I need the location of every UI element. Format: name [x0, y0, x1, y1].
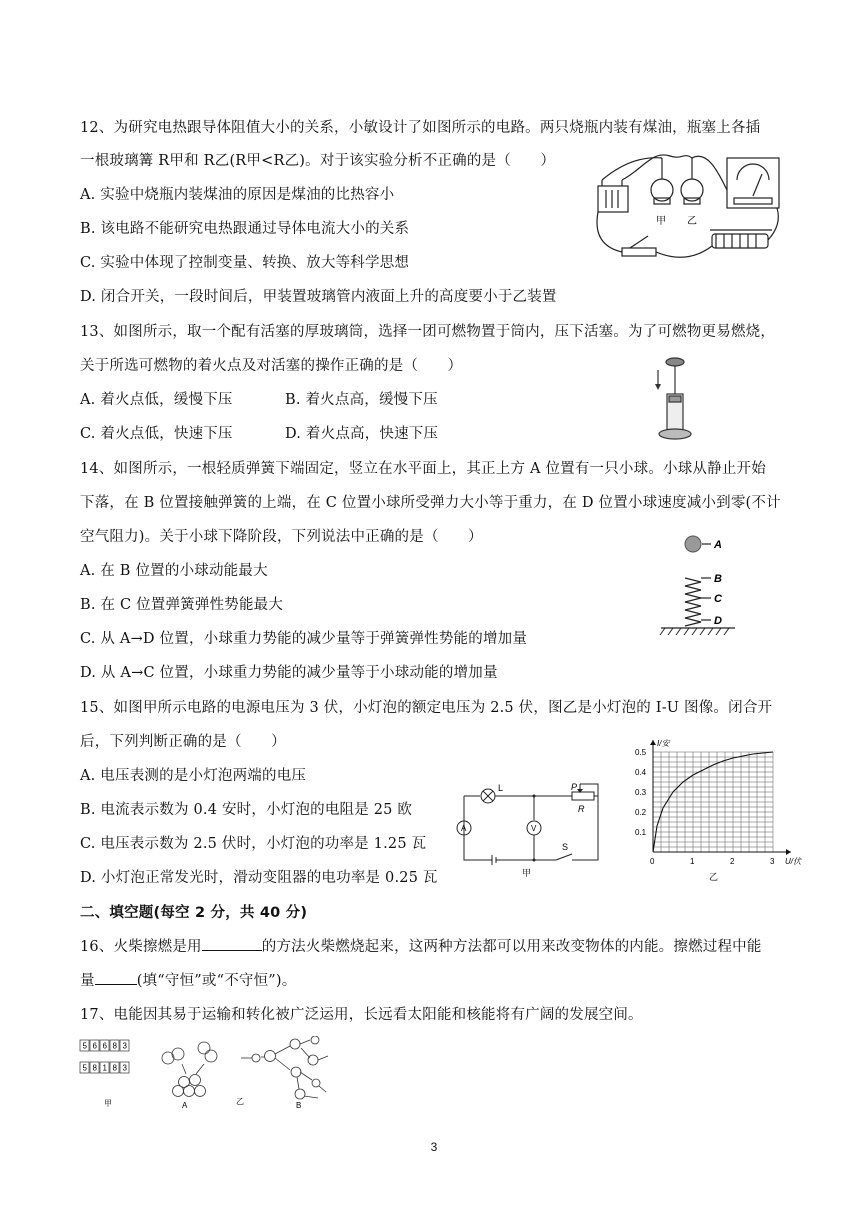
meter-digit: 3: [122, 1041, 127, 1051]
circuit-label-p: P: [571, 782, 578, 792]
q12-stem-line1: 12、为研究电热跟导体阻值大小的关系，小敏设计了如图所示的电路。两只烧瓶内装有煤油，瓶塞上各插: [80, 120, 761, 136]
q16-line1-start: 16、火柴擦燃是用: [80, 939, 202, 955]
q14-stem-line3: 空气阻力)。关于小球下降阶段，下列说法中正确的是（ ）: [80, 529, 483, 545]
q14-stem-line2: 下落，在 B 位置接触弹簧的上端，在 C 位置小球所受弹力大小等于重力，在 D 位置小球速度减小到零(不计: [80, 495, 781, 511]
q14-option-b: B. 在 C 位置弹簧弹性势能最大: [80, 597, 284, 613]
flask-label-jia: 甲: [656, 216, 666, 227]
q14-spring-figure: [655, 532, 745, 642]
x-tick-label: 2: [730, 857, 735, 866]
meter-digit: 8: [112, 1041, 117, 1051]
q13-stem-line2: 关于所选可燃物的着火点及对活塞的操作正确的是（ ）: [80, 358, 463, 374]
q12-stem-line2: 一根玻璃篝 R甲和 R乙(R甲<R乙)。对于该实验分析不正确的是（ ）: [80, 153, 556, 169]
q12-option-d: D. 闭合开关，一段时间后，甲装置玻璃管内液面上升的高度要小于乙装置: [80, 289, 557, 305]
q13-option-b: B. 着火点高，缓慢下压: [285, 392, 438, 408]
q12-circuit-figure: [592, 150, 792, 275]
y-tick-label: 0.2: [635, 808, 647, 817]
electric-meter-readings: [80, 1040, 129, 1073]
q12-option-c: C. 实验中体现了控制变量、转换、放大等科学思想: [80, 255, 410, 271]
ammeter-label: A: [461, 824, 467, 833]
q16-blank-2[interactable]: [95, 972, 137, 985]
x-axis-label: U/伏: [785, 857, 801, 866]
q17-stem: 17、电能因其易于运输和转化被广泛运用，长远看太阳能和核能将有广阔的发展空间。: [80, 1007, 643, 1023]
q13-option-d: D. 着火点高，快速下压: [285, 426, 439, 442]
q15-stem-line2: 后，下列判断正确的是（ ）: [80, 734, 286, 750]
q14-option-d: D. 从 A→C 位置，小球重力势能的减少量等于小球动能的增加量: [80, 665, 498, 681]
q16-line2-end: (填“守恒”或“不守恒”)。: [136, 973, 297, 989]
meter-digit: 6: [102, 1041, 107, 1051]
q16-blank-1[interactable]: [202, 938, 262, 951]
q13-stem-line1: 13、如图所示，取一个配有活塞的厚玻璃筒，选择一团可燃物置于筒内，压下活塞。为了可燃物更易燃烧，: [80, 324, 776, 340]
x-tick-label: 1: [690, 857, 695, 866]
q12-option-a: A. 实验中烧瓶内装煤油的原因是煤油的比热容小: [80, 187, 395, 203]
y-axis-label: I/安: [657, 739, 670, 748]
x-tick-label: 0: [650, 857, 655, 866]
label-a: A: [714, 539, 722, 551]
y-axis-arrow: [650, 740, 656, 745]
switch-label: S: [562, 842, 569, 852]
caption-yi: 乙: [236, 1097, 244, 1106]
q14-option-a: A. 在 B 位置的小球动能最大: [80, 563, 268, 579]
label-c: C: [714, 593, 722, 605]
voltmeter-label: V: [531, 824, 537, 833]
chart-caption: 乙: [709, 872, 719, 882]
caption-a: A: [182, 1101, 188, 1110]
circuit-caption: 甲: [522, 868, 532, 878]
y-tick-label: 0.5: [635, 748, 647, 757]
q16-line1-end: 的方法火柴燃烧起来，这两种方法都可以用来改变物体的内能。擦燃过程中能: [261, 939, 762, 955]
section-heading: 二、填空题(每空 2 分，共 40 分): [80, 905, 308, 921]
caption-b: B: [296, 1101, 302, 1110]
q13-option-a: A. 着火点低，缓慢下压: [80, 392, 233, 408]
circuit-label-r: R: [578, 804, 585, 814]
meter-digit: 8: [112, 1063, 117, 1073]
meter-digit: 5: [82, 1063, 87, 1073]
q15-option-b: B. 电流表示数为 0.4 安时，小灯泡的电阻是 25 欧: [80, 802, 413, 818]
page-number: 3: [430, 1140, 438, 1154]
q16-line2: [80, 969, 296, 990]
q15-option-c: C. 电压表示数为 2.5 伏时，小灯泡的功率是 1.25 瓦: [80, 836, 427, 852]
meter-digit: 3: [122, 1063, 127, 1073]
q14-stem-line1: 14、如图所示，一根轻质弹簧下端固定，竖立在水平面上，其正上方 A 位置有一只小球。小球从静止开始: [80, 461, 766, 477]
meter-digit: 1: [102, 1063, 107, 1073]
meter-digit: 5: [82, 1041, 87, 1051]
q16-line2-start: 量: [80, 973, 95, 989]
meter-digit: 8: [92, 1063, 97, 1073]
q15-stem-line1: 15、如图甲所示电路的电源电压为 3 伏，小灯泡的额定电压为 2.5 伏，图乙是小灯泡的 I-U 图像。闭合开: [80, 700, 773, 716]
y-tick-label: 0.4: [635, 768, 647, 777]
q17-figures: [78, 1036, 338, 1110]
q13-piston-tube-figure: [650, 356, 700, 442]
label-b: B: [714, 573, 722, 585]
x-axis-arrow: [786, 849, 791, 855]
q16-line1: [80, 935, 762, 956]
meter-digit: 6: [92, 1041, 97, 1051]
q15-option-d: D. 小灯泡正常发光时，滑动变阻器的电功率是 0.25 瓦: [80, 870, 438, 886]
y-tick-label: 0.1: [635, 828, 647, 837]
x-tick-label: 3: [770, 857, 775, 866]
q12-option-b: B. 该电路不能研究电热跟通过导体电流大小的关系: [80, 221, 410, 237]
label-d: D: [714, 615, 722, 627]
q15-iu-chart: [618, 734, 818, 884]
q15-option-a: A. 电压表测的是小灯泡两端的电压: [80, 768, 307, 784]
caption-jia: 甲: [104, 1099, 112, 1108]
q14-option-c: C. 从 A→D 位置，小球重力势能的减少量等于弹簧弹性势能的增加量: [80, 631, 528, 647]
flask-label-yi: 乙: [687, 216, 697, 227]
circuit-label-l: L: [498, 783, 504, 793]
ball: [685, 536, 701, 552]
y-tick-label: 0.3: [635, 788, 647, 797]
q15-circuit-diagram: [452, 776, 612, 880]
q13-option-c: C. 着火点低，快速下压: [80, 426, 233, 442]
